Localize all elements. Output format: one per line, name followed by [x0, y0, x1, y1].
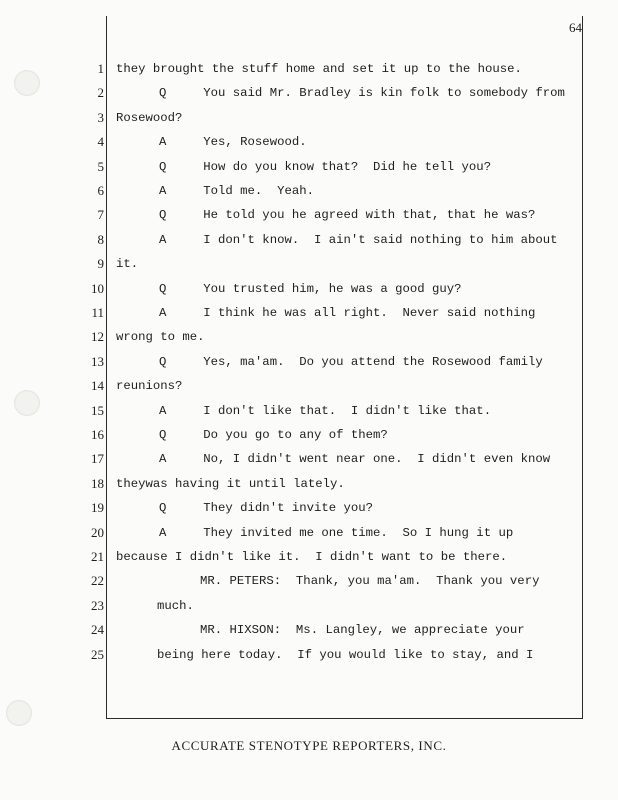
line-text: A Told me. Yeah.: [159, 184, 314, 198]
line-number: 5: [97, 158, 104, 174]
transcript-line: [0, 523, 560, 543]
transcript-line: [0, 645, 560, 665]
transcript-line: [0, 303, 560, 323]
line-number: 21: [91, 549, 104, 564]
transcript-line: [0, 181, 560, 201]
transcript-line: [0, 376, 560, 396]
line-text: MR. PETERS: Thank, you ma'am. Thank you very: [200, 574, 540, 589]
transcript-line: [0, 474, 560, 494]
line-number: 10: [91, 280, 104, 296]
line-number: 14: [91, 378, 104, 394]
line-number: 23: [91, 597, 104, 613]
transcript-line: [0, 498, 560, 518]
transcript-line: [0, 59, 560, 79]
transcript-line: [0, 205, 560, 225]
line-number: 16: [91, 427, 104, 442]
line-number: 8: [97, 231, 104, 247]
punch-hole-bottom: [6, 700, 32, 726]
transcript-line: [0, 547, 560, 567]
line-number: 13: [91, 353, 104, 369]
line-text: because I didn't like it. I didn't want to be there.: [116, 550, 508, 564]
line-number: 12: [91, 329, 104, 345]
transcript-line: [0, 157, 560, 177]
line-number: 20: [91, 524, 104, 540]
transcript-line: [0, 620, 560, 640]
line-text: A Yes, Rosewood.: [159, 135, 307, 150]
line-number: 15: [91, 402, 104, 418]
line-text: it.: [116, 257, 139, 272]
line-text: A I think he was all right. Never said nothing: [159, 306, 536, 320]
line-number: 19: [91, 500, 104, 516]
line-text: A I don't know. I ain't said nothing to him about: [159, 232, 558, 247]
transcript-line: [0, 132, 560, 152]
transcript-line: [0, 83, 565, 103]
line-number: 25: [91, 646, 104, 662]
line-text: Q How do you know that? Did he tell you?: [159, 159, 492, 174]
line-text: Q He told you he agreed with that, that he was?: [159, 208, 536, 223]
line-number: 7: [97, 207, 104, 223]
footer-reporter-name: ACCURATE STENOTYPE REPORTERS, INC.: [171, 738, 447, 753]
transcript-line: [0, 230, 560, 250]
line-text: reunions?: [116, 379, 183, 394]
line-text: A They invited me one time. So I hung it up: [159, 525, 514, 540]
line-text: Rosewood?: [116, 110, 183, 125]
line-text: Q You trusted him, he was a good guy?: [159, 281, 462, 296]
line-number: 2: [97, 85, 104, 101]
transcript-line: [0, 425, 560, 445]
transcript-line: [0, 571, 560, 591]
line-text: A I don't like that. I didn't like that.: [159, 403, 492, 418]
line-text: they brought the stuff home and set it up to the house.: [116, 62, 522, 76]
line-text: much.: [157, 598, 194, 613]
transcript-line: [0, 401, 560, 421]
transcript-line: [0, 108, 560, 128]
line-text: Q They didn't invite you?: [159, 501, 374, 516]
transcript-line: [0, 352, 560, 372]
line-text: Q You said Mr. Bradley is kin folk to somebody from: [159, 86, 565, 101]
line-text: A No, I didn't went near one. I didn't even know: [159, 452, 551, 467]
line-text: Q Do you go to any of them?: [159, 428, 388, 442]
line-number: 6: [97, 183, 104, 198]
line-number: 18: [91, 475, 104, 491]
line-text: theywas having it until lately.: [116, 476, 345, 491]
line-number: 11: [91, 305, 104, 320]
transcript-line: [0, 449, 560, 469]
transcript-line: [0, 327, 560, 347]
line-number: 3: [97, 109, 104, 125]
transcript-line: [0, 254, 560, 274]
line-number: 4: [97, 134, 104, 150]
line-text: Q Yes, ma'am. Do you attend the Rosewood family: [159, 354, 543, 369]
transcript-line: [0, 279, 560, 299]
page-number: 64: [569, 20, 582, 35]
line-number: 24: [91, 622, 104, 638]
line-number: 22: [91, 573, 104, 589]
line-text: MR. HIXSON: Ms. Langley, we appreciate your: [200, 623, 525, 638]
line-text: wrong to me.: [116, 330, 205, 345]
transcript-line: [0, 596, 560, 616]
line-number: 1: [97, 61, 104, 76]
line-number: 17: [91, 451, 104, 467]
line-number: 9: [97, 256, 104, 272]
line-text: being here today. If you would like to stay, and I: [157, 647, 534, 662]
